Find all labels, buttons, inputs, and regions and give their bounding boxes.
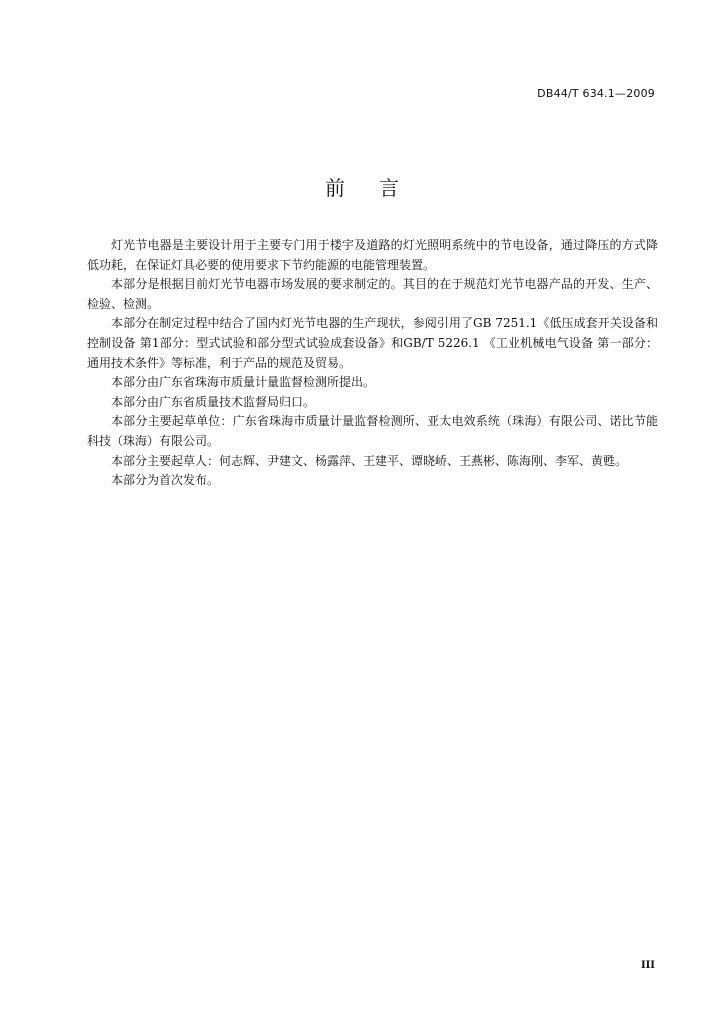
paragraph: 本部分主要起草人：何志辉、尹建文、杨露萍、王建平、谭晓峤、王燕彬、陈海刚、李军、黄甦。 (111, 453, 628, 468)
preface-body (87, 236, 658, 491)
paragraph: 本部分是根据目前灯光节电器市场发展的要求制定的。其目的在于规范灯光节电器产品的开发、生产、检验、检测。 (87, 277, 658, 311)
paragraph: 本部分主要起草单位：广东省珠海市质量计量监督检测所、亚太电效系统（珠海）有限公司、诺比节能科技（珠海）有限公司。 (87, 414, 658, 448)
paragraph: 本部分在制定过程中结合了国内灯光节电器的生产现状，参阅引用了GB 7251.1《低压成套开关设备和控制设备 第1部分：型式试验和部分型式试验成套设备》和GB/T 5226.1 《工业机械电气设备 第一部分：通用技术条件》等标准，利于产品的规范及贸易。 (87, 316, 658, 370)
document-code: DB44/T 634.1—2009 (537, 87, 655, 100)
paragraph: 本部分由广东省质量技术监督局归口。 (111, 394, 316, 409)
paragraph: 灯光节电器是主要设计用于主要专门用于楼宇及道路的灯光照明系统中的节电设备，通过降压的方式降低功耗，在保证灯具必要的使用要求下节约能源的电能管理装置。 (87, 238, 658, 272)
paragraph: 本部分为首次发布。 (111, 473, 220, 488)
paragraph: 本部分由广东省珠海市质量计量监督检测所提出。 (111, 375, 376, 390)
page-number: III (640, 960, 655, 971)
page-title: 前言 (325, 176, 433, 200)
